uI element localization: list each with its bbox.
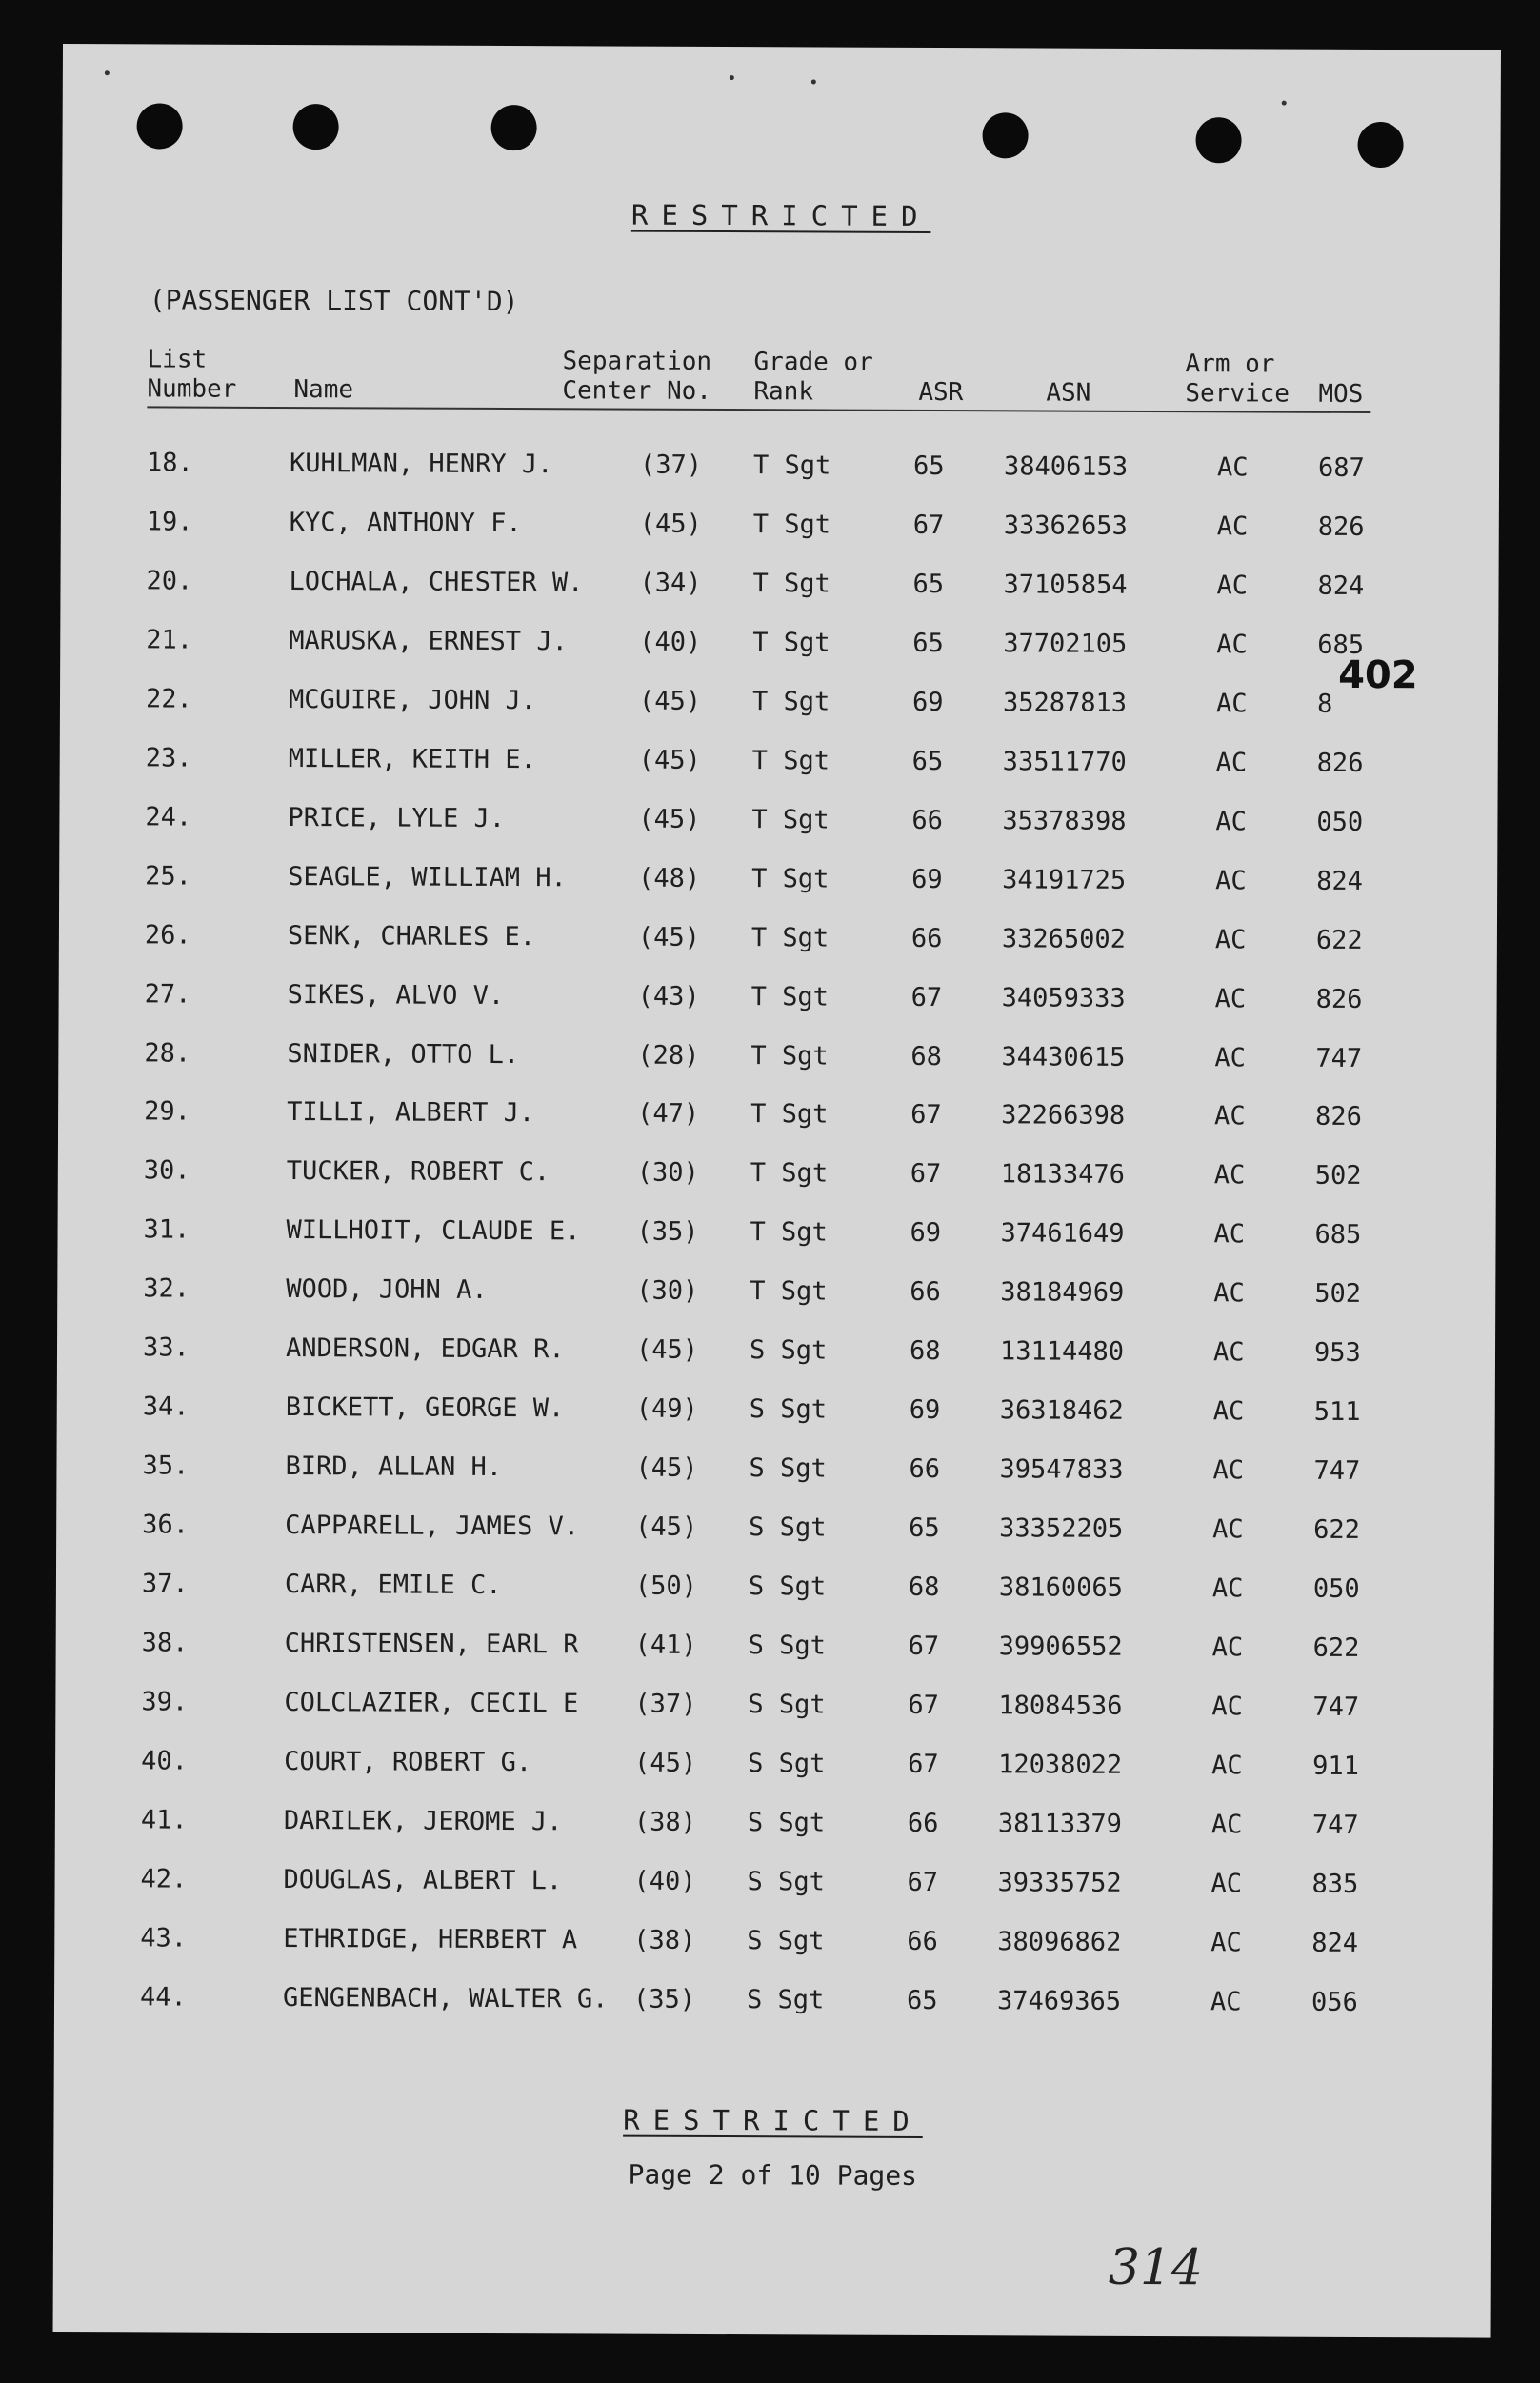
classification-header: RESTRICTED	[630, 198, 931, 232]
separation-center: (40)	[633, 1866, 696, 1896]
table-row	[57, 1329, 1495, 1373]
passenger-name: DARILEK, JEROME J.	[283, 1805, 563, 1837]
header-name: Name	[293, 375, 354, 405]
arm-service: AC	[1211, 1573, 1244, 1604]
passenger-name: PRICE, LYLE J.	[288, 802, 506, 833]
table-row	[60, 621, 1498, 666]
list-number: 42.	[140, 1864, 188, 1894]
table-row	[55, 1683, 1493, 1728]
classification-footer: RESTRICTED	[623, 2103, 923, 2137]
table-row	[59, 916, 1497, 961]
grade: T Sgt	[752, 510, 831, 540]
asn: 39547833	[999, 1454, 1124, 1486]
mos: 826	[1315, 984, 1363, 1014]
list-number: 21.	[146, 625, 193, 655]
asn: 18133476	[1000, 1159, 1125, 1191]
mos: 622	[1313, 1514, 1361, 1546]
list-number: 38.	[141, 1628, 189, 1658]
separation-center: (37)	[634, 1689, 697, 1719]
table-row	[57, 1270, 1495, 1314]
grade: T Sgt	[750, 981, 829, 1012]
header-grade: Grade or Rank	[753, 348, 873, 407]
list-number: 32.	[143, 1273, 190, 1304]
mos: 826	[1315, 1102, 1362, 1132]
grade: S Sgt	[749, 1512, 827, 1543]
table-row	[60, 562, 1498, 607]
asr: 66	[907, 1926, 938, 1956]
mos: 826	[1316, 748, 1364, 778]
table-row	[60, 739, 1498, 784]
arm-service: AC	[1214, 1101, 1246, 1131]
asn: 37469365	[996, 1985, 1122, 2016]
arm-service: AC	[1211, 1751, 1243, 1781]
grade: T Sgt	[751, 804, 830, 835]
arm-service: AC	[1215, 748, 1248, 778]
table-row	[57, 1388, 1495, 1432]
passenger-name: WILLHOIT, CLAUDE E.	[286, 1215, 581, 1247]
asn: 37702105	[1003, 629, 1128, 659]
asn: 33265002	[1001, 923, 1127, 954]
stamp-number: 402	[1338, 652, 1418, 698]
asr: 68	[910, 1041, 942, 1071]
list-number: 19.	[146, 507, 193, 537]
passenger-name: MCGUIRE, JOHN J.	[288, 684, 537, 715]
asr: 67	[908, 1631, 940, 1662]
grade: T Sgt	[750, 1099, 829, 1130]
asr: 65	[909, 1512, 940, 1544]
mos: 8	[1316, 689, 1333, 719]
separation-center: (35)	[636, 1216, 699, 1248]
mos: 687	[1318, 452, 1365, 483]
asn: 37105854	[1003, 570, 1128, 600]
grade: T Sgt	[750, 1276, 828, 1307]
separation-center: (30)	[636, 1275, 699, 1307]
mos: 824	[1316, 866, 1364, 896]
list-number: 29.	[144, 1096, 190, 1128]
mos: 050	[1312, 1573, 1360, 1605]
asr: 65	[911, 746, 944, 776]
header-separation-center: Separation Center No.	[562, 347, 712, 406]
mos: 824	[1311, 1928, 1359, 1958]
paper-speck	[105, 70, 110, 75]
asr: 67	[910, 982, 943, 1012]
document-subtitle: (PASSENGER LIST CONT'D)	[149, 284, 519, 318]
grade: S Sgt	[748, 1690, 826, 1720]
separation-center: (50)	[634, 1571, 698, 1601]
list-number: 35.	[142, 1451, 190, 1481]
table-row	[54, 1919, 1492, 1964]
list-number: 39.	[141, 1687, 189, 1717]
table-row	[61, 503, 1499, 548]
grade: T Sgt	[751, 686, 830, 717]
table-row	[59, 798, 1497, 843]
list-number: 24.	[145, 802, 192, 832]
passenger-name: SIKES, ALVO V.	[287, 979, 505, 1011]
asn: 12038022	[998, 1750, 1123, 1780]
mos: 824	[1317, 571, 1365, 601]
arm-service: AC	[1214, 1042, 1246, 1072]
asn: 35378398	[1002, 805, 1127, 836]
header-list-number: List Number	[147, 345, 237, 404]
arm-service: AC	[1213, 1278, 1245, 1309]
asn: 34059333	[1001, 982, 1126, 1013]
table-row	[56, 1506, 1494, 1551]
passenger-name: LOCHALA, CHESTER W.	[289, 566, 584, 598]
header-asr: ASR	[918, 377, 964, 408]
passenger-name: CARR, EMILE C.	[284, 1570, 502, 1601]
arm-service: AC	[1212, 1514, 1244, 1545]
asr: 65	[912, 569, 945, 599]
asr: 68	[908, 1572, 940, 1603]
punch-hole	[137, 103, 183, 149]
grade: T Sgt	[752, 569, 830, 599]
asn: 39906552	[998, 1632, 1123, 1662]
handwritten-number: 314	[1108, 2238, 1204, 2297]
arm-service: AC	[1212, 1455, 1245, 1486]
asr: 66	[910, 1277, 941, 1308]
list-number: 44.	[139, 1982, 187, 2013]
separation-center: (45)	[639, 509, 702, 539]
punch-hole	[491, 105, 537, 150]
asn: 39335752	[997, 1868, 1122, 1898]
arm-service: AC	[1215, 689, 1248, 719]
list-number: 26.	[144, 919, 191, 951]
list-number: 30.	[143, 1155, 190, 1186]
list-number: 23.	[145, 743, 192, 773]
punch-hole	[293, 104, 339, 150]
passenger-name: MARUSKA, ERNEST J.	[289, 625, 568, 657]
grade: S Sgt	[746, 1984, 825, 2015]
list-number: 33.	[142, 1332, 190, 1363]
arm-service: AC	[1210, 1928, 1242, 1958]
grade: S Sgt	[747, 1925, 825, 1956]
mos: 050	[1316, 807, 1364, 837]
list-number: 31.	[143, 1214, 190, 1245]
table-row	[56, 1624, 1494, 1669]
mos: 747	[1313, 1455, 1361, 1487]
mos: 747	[1312, 1692, 1360, 1722]
arm-service: AC	[1217, 452, 1249, 483]
passenger-name: SNIDER, OTTO L.	[287, 1038, 520, 1070]
separation-center: (38)	[633, 1807, 696, 1837]
arm-service: AC	[1216, 630, 1248, 660]
separation-center: (40)	[639, 627, 702, 657]
asr: 66	[910, 923, 943, 953]
arm-service: AC	[1215, 806, 1248, 837]
separation-center: (47)	[637, 1099, 700, 1130]
passenger-name: CAPPARELL, JAMES V.	[285, 1511, 580, 1542]
passenger-name: MILLER, KEITH E.	[288, 743, 536, 774]
arm-service: AC	[1215, 865, 1247, 896]
separation-center: (35)	[632, 1984, 696, 2014]
arm-service: AC	[1210, 1986, 1242, 2017]
passenger-name: COURT, ROBERT G.	[284, 1746, 532, 1778]
asr: 65	[912, 628, 944, 658]
grade: T Sgt	[750, 1217, 828, 1248]
asr: 69	[911, 687, 944, 717]
table-row	[58, 1033, 1496, 1078]
asr: 67	[908, 1749, 939, 1779]
grade: T Sgt	[752, 628, 830, 658]
mos: 747	[1315, 1043, 1363, 1073]
asr: 67	[910, 1159, 942, 1190]
asn: 33511770	[1002, 747, 1127, 777]
separation-center: (45)	[635, 1512, 698, 1543]
punch-hole	[1357, 122, 1403, 168]
grade: S Sgt	[748, 1631, 827, 1661]
passenger-name: WOOD, JOHN A.	[286, 1274, 488, 1306]
separation-center: (38)	[633, 1925, 696, 1955]
list-number: 41.	[140, 1805, 188, 1835]
asr: 67	[910, 1100, 942, 1131]
mos: 835	[1311, 1869, 1359, 1899]
table-row	[57, 1211, 1495, 1255]
page-number: Page 2 of 10 Pages	[628, 2158, 918, 2192]
paper-speck	[811, 79, 816, 84]
arm-service: AC	[1210, 1810, 1243, 1840]
grade: T Sgt	[750, 1158, 829, 1189]
asn: 32266398	[1001, 1100, 1126, 1131]
passenger-name: TUCKER, ROBERT C.	[286, 1156, 550, 1188]
asn: 38113379	[997, 1809, 1122, 1839]
grade: S Sgt	[748, 1749, 826, 1779]
asn: 35287813	[1002, 688, 1128, 718]
paper-speck	[1282, 101, 1287, 106]
passenger-name: KYC, ANTHONY F.	[289, 507, 522, 539]
header-mos: MOS	[1318, 379, 1364, 409]
asn: 34430615	[1001, 1041, 1126, 1072]
asr: 66	[911, 805, 944, 835]
list-number: 18.	[147, 448, 193, 478]
separation-center: (45)	[635, 1452, 698, 1484]
mos: 747	[1311, 1810, 1359, 1840]
separation-center: (30)	[636, 1158, 699, 1189]
list-number: 37.	[141, 1569, 189, 1599]
separation-center: (34)	[639, 568, 702, 598]
arm-service: AC	[1216, 571, 1249, 601]
table-row	[56, 1447, 1494, 1492]
asn: 38160065	[998, 1572, 1124, 1603]
asr: 65	[906, 1985, 938, 2015]
arm-service: AC	[1213, 1160, 1246, 1191]
mos: 685	[1314, 1220, 1362, 1251]
asr: 65	[913, 451, 945, 482]
separation-center: (37)	[640, 450, 703, 480]
document-page	[53, 44, 1501, 2338]
asn: 38184969	[1000, 1277, 1125, 1309]
table-row	[61, 444, 1499, 489]
arm-service: AC	[1216, 511, 1249, 542]
passenger-name: CHRISTENSEN, EARL R	[284, 1629, 579, 1660]
asr: 67	[907, 1867, 939, 1897]
passenger-name: SEAGLE, WILLIAM H.	[288, 861, 567, 892]
table-row	[54, 1978, 1492, 2023]
asr: 66	[907, 1808, 939, 1838]
grade: T Sgt	[750, 922, 830, 953]
grade: S Sgt	[749, 1453, 827, 1484]
table-row	[55, 1742, 1493, 1787]
separation-center: (45)	[638, 745, 701, 775]
mos: 953	[1313, 1337, 1361, 1369]
punch-hole	[1195, 117, 1241, 163]
passenger-name: TILLI, ALBERT J.	[287, 1097, 535, 1129]
separation-center: (49)	[635, 1393, 698, 1425]
asn: 33362653	[1003, 511, 1128, 541]
table-row	[55, 1801, 1493, 1846]
mos: 685	[1317, 630, 1365, 660]
asr: 69	[909, 1395, 941, 1426]
mos: 622	[1312, 1632, 1360, 1663]
grade: S Sgt	[749, 1394, 828, 1425]
arm-service: AC	[1210, 1869, 1243, 1899]
list-number: 27.	[144, 978, 191, 1010]
table-row	[55, 1860, 1493, 1905]
list-number: 25.	[145, 861, 192, 891]
list-number: 20.	[146, 566, 193, 596]
separation-center: (28)	[637, 1040, 700, 1071]
grade: S Sgt	[748, 1572, 827, 1602]
list-number: 34.	[142, 1392, 190, 1422]
arm-service: AC	[1211, 1692, 1243, 1722]
grade: S Sgt	[749, 1335, 828, 1366]
list-number: 36.	[142, 1510, 190, 1540]
asn: 38406153	[1004, 451, 1129, 482]
separation-center: (45)	[637, 922, 701, 952]
list-number: 22.	[145, 684, 192, 714]
passenger-name: SENK, CHARLES E.	[287, 920, 536, 951]
list-number: 43.	[140, 1923, 188, 1953]
arm-service: AC	[1214, 983, 1247, 1013]
arm-service: AC	[1212, 1396, 1245, 1427]
asr: 69	[910, 1218, 942, 1249]
asr: 66	[909, 1454, 941, 1485]
separation-center: (45)	[635, 1334, 699, 1366]
table-row	[59, 857, 1497, 902]
table-row	[56, 1565, 1494, 1610]
mos: 502	[1314, 1279, 1362, 1310]
passenger-name: BIRD, ALLAN H.	[285, 1452, 503, 1483]
asn: 13114480	[999, 1336, 1125, 1368]
mos: 826	[1317, 511, 1365, 542]
table-row	[60, 680, 1498, 725]
header-arm-service: Arm or Service	[1185, 350, 1290, 409]
asr: 69	[911, 864, 943, 894]
table-row	[58, 1092, 1496, 1137]
asn: 34191725	[1002, 864, 1127, 895]
arm-service: AC	[1213, 1219, 1246, 1250]
grade: T Sgt	[750, 1040, 829, 1071]
asn: 38096862	[997, 1927, 1122, 1957]
mos: 502	[1314, 1161, 1362, 1192]
mos: 911	[1312, 1751, 1359, 1781]
mos: 056	[1310, 1987, 1358, 2017]
passenger-name: KUHLMAN, HENRY J.	[290, 449, 553, 480]
separation-center: (43)	[637, 981, 700, 1011]
passenger-name: COLCLAZIER, CECIL E	[284, 1687, 579, 1719]
asn: 33352205	[999, 1513, 1124, 1544]
asn: 18084536	[998, 1691, 1123, 1721]
asr: 68	[909, 1336, 941, 1367]
asr: 67	[908, 1690, 939, 1720]
passenger-name: ANDERSON, EDGAR R.	[285, 1333, 565, 1365]
separation-center: (48)	[638, 863, 701, 893]
asr: 67	[912, 510, 945, 540]
arm-service: AC	[1214, 924, 1247, 955]
paper-speck	[730, 75, 734, 80]
list-number: 28.	[144, 1037, 191, 1069]
header-asn: ASN	[1046, 378, 1091, 408]
passenger-name: BICKETT, GEORGE W.	[285, 1392, 565, 1424]
asn: 36318462	[999, 1395, 1124, 1427]
separation-center: (41)	[634, 1630, 697, 1660]
grade: T Sgt	[753, 451, 831, 481]
separation-center: (45)	[638, 686, 702, 716]
arm-service: AC	[1212, 1337, 1245, 1368]
passenger-name: DOUGLAS, ALBERT L.	[283, 1864, 563, 1896]
passenger-name: ETHRIDGE, HERBERT A	[283, 1923, 578, 1955]
asn: 37461649	[1000, 1218, 1125, 1250]
list-number: 40.	[141, 1746, 188, 1776]
passenger-name: GENGENBACH, WALTER G.	[282, 1982, 609, 2014]
grade: S Sgt	[747, 1866, 825, 1897]
grade: S Sgt	[747, 1807, 826, 1838]
separation-center: (45)	[634, 1748, 697, 1778]
grade: T Sgt	[751, 745, 830, 776]
mos: 511	[1313, 1396, 1361, 1428]
table-row	[58, 1151, 1496, 1196]
table-row	[59, 975, 1497, 1020]
mos: 622	[1315, 925, 1363, 955]
grade: T Sgt	[751, 863, 830, 894]
separation-center: (45)	[638, 804, 701, 834]
punch-hole	[982, 112, 1028, 158]
arm-service: AC	[1211, 1632, 1244, 1663]
